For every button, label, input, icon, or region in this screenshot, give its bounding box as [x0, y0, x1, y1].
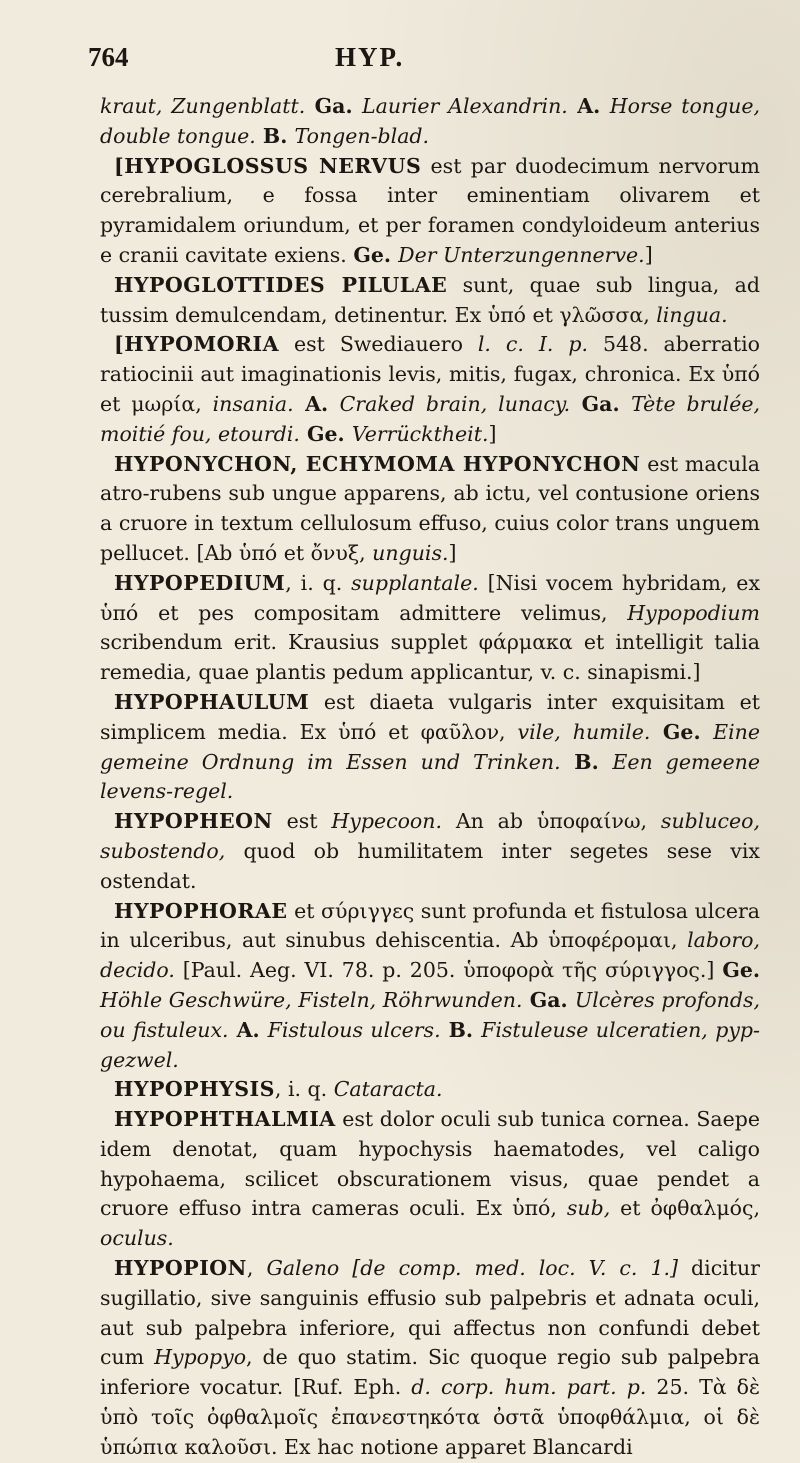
- entry-headword: HYPOPHAULUM: [114, 689, 310, 714]
- entry-text: scribendum erit. Krausius supplet φάρμακα et intelligit talia remedia, quae plantis pedum applicantur, v. c. sinapismi.]: [100, 630, 760, 685]
- entry-hypophorae: [100, 897, 760, 1076]
- entry-hypoglottides: [100, 271, 760, 331]
- entry-text: est diaeta vulgaris inter exquisitam et simplicem media. Ex ὑπό et φαῦλον,: [100, 689, 760, 744]
- entry-text: Ga.: [305, 94, 363, 118]
- entry-text: kraut, Zungenblatt.: [100, 94, 306, 118]
- entry-headword: [HYPOMORIA: [114, 332, 280, 357]
- entry-text: supplantale.: [351, 570, 479, 595]
- entry-hypophysis: [100, 1075, 760, 1105]
- entry-text: est Swediauero: [279, 332, 478, 357]
- entry-text: Tongen-blad.: [294, 123, 430, 148]
- entry-text: Verrücktheit.: [351, 421, 489, 446]
- entry-text: unguis.: [372, 540, 449, 565]
- entry-text: Hypopyo: [154, 1345, 247, 1370]
- entry-text: laboro, decido.: [100, 928, 760, 983]
- entry-text: Fistuleuse ulceratien, pyp-gezwel.: [100, 1017, 760, 1072]
- entry-text: est: [272, 809, 332, 834]
- entry-text: est dolor oculi sub tunica cornea. Saepe idem denotat, quam hypochysis haematodes, vel caligo hypohaema, scilicet obscurationem visus, quae pendet a cruore effuso intra cameras oculi. Ex ὑπό,: [100, 1107, 760, 1221]
- entry-text: l. c. I. p.: [477, 332, 589, 357]
- entry-headword: HYPOPEDIUM: [114, 570, 286, 595]
- entry-hypophaulum: [100, 688, 760, 807]
- entry-text: B.: [255, 123, 295, 148]
- entry-continuation: [100, 92, 760, 152]
- entry-text: Ge.: [299, 421, 352, 446]
- entry-text: Ge.: [650, 719, 714, 744]
- entry-headword: HYPOPHYSIS: [114, 1077, 275, 1102]
- entry-hypoglossus: [100, 152, 760, 271]
- entry-text: Hypecoon.: [331, 809, 442, 834]
- entry-text: An ab ὑποφαίνω,: [441, 809, 661, 834]
- entry-text: Craked brain, lunacy.: [339, 391, 571, 416]
- dictionary-text: [100, 92, 760, 1463]
- entry-text: A.: [228, 1017, 268, 1042]
- entry-headword: HYPOPION: [114, 1256, 247, 1281]
- entry-text: Tète brulée, moitié fou, etourdi.: [100, 391, 761, 446]
- entry-text: A.: [293, 391, 340, 416]
- entry-text: ]: [644, 242, 653, 267]
- entry-text: [Nisi vocem hybridam, ex ὑπό et pes compositam admittere velimus,: [100, 570, 761, 625]
- entry-text: ,: [246, 1256, 267, 1281]
- entry-text: B.: [560, 749, 613, 774]
- entry-text: Eine gemeine Ordnung im Essen und Trinken.: [100, 719, 760, 774]
- entry-text: Laurier Alexandrin.: [362, 94, 568, 118]
- entry-text: , de quo statim. Sic quoque regio sub palpebra inferiore vocatur. [Ruf. Eph.: [100, 1345, 760, 1400]
- page-number: 764: [88, 42, 129, 72]
- entry-hyponychon: [100, 450, 760, 569]
- entry-headword: HYPOPHEON: [114, 809, 273, 834]
- entry-text: vile, humile.: [517, 719, 651, 744]
- running-head: HYP.: [335, 42, 405, 72]
- entry-text: , i. q.: [285, 570, 352, 595]
- entry-text: Fistulous ulcers.: [267, 1017, 441, 1042]
- entry-text: Horse tongue, double tongue.: [100, 94, 760, 148]
- entry-text: Ge.: [722, 958, 760, 983]
- entry-text: Galeno [de comp. med. loc. V. c. 1.]: [266, 1256, 678, 1281]
- entry-hypopion: [100, 1254, 760, 1463]
- entry-text: sub,: [566, 1196, 611, 1221]
- entry-text: et ὀφθαλμός,: [610, 1196, 760, 1221]
- entry-text: Cataracta.: [333, 1077, 443, 1102]
- entry-hypophthalmia: [100, 1105, 760, 1254]
- entry-text: 548. aberratio ratiocinii aut imaginationis levis, mitis, fugax, chronica. Ex ὑπό et μωρία,: [100, 332, 760, 416]
- entry-text: Ga.: [522, 987, 575, 1012]
- entry-text: B.: [440, 1017, 482, 1042]
- entry-text: Ga.: [570, 391, 632, 416]
- entry-text: quod ob humilitatem inter segetes sese vix ostendat.: [100, 838, 760, 893]
- entry-hypopheon: [100, 807, 760, 896]
- entry-text: dicitur sugillatio, sive sanguinis effusio sub palpebris et adnata oculi, aut sub palpebra inferiore, qui affectus non confundi debet cum: [100, 1256, 760, 1370]
- entry-text: Der Unterzungennerve.: [398, 242, 645, 267]
- entry-text: et σύριγγες sunt profunda et fistulosa ulcera in ulceribus, aut sinubus dehiscentia. Ab ὑποφέρομαι,: [100, 898, 760, 953]
- entry-text: oculus.: [100, 1226, 174, 1251]
- entry-text: insania.: [212, 391, 294, 416]
- entry-text: ]: [448, 540, 457, 565]
- entry-text: A.: [567, 94, 610, 118]
- entry-headword: HYPOPHORAE: [114, 898, 288, 923]
- entry-text: subluceo, subostendo,: [100, 809, 760, 863]
- entry-headword: HYPOPHTHALMIA: [114, 1107, 336, 1132]
- entry-text: [Paul. Aeg. VI. 78. p. 205. ὑποφορὰ τῆς σύριγγος.]: [174, 958, 723, 983]
- entry-hypopedium: [100, 569, 760, 688]
- entry-text: Een gemeene levens-regel.: [100, 749, 760, 804]
- entry-text: Höhle Geschwüre, Fisteln, Röhrwunden.: [100, 987, 523, 1012]
- entry-text: , i. q.: [274, 1077, 334, 1102]
- entry-text: Ge.: [353, 242, 399, 267]
- entry-text: lingua.: [656, 302, 728, 327]
- entry-headword: [HYPOGLOSSUS NERVUS: [114, 153, 422, 178]
- entry-text: 25. Τὰ δὲ ὑπὸ τοῖς ὀφθαλμοῖς ἐπανεστηκότα ὀστᾶ ὑποφθάλμια, οἱ δὲ ὑπώπια καλοῦσι. Ex hac notione apparet Blancardi: [100, 1375, 760, 1459]
- page-header: [0, 42, 800, 82]
- entry-headword: HYPONYCHON, ECHYMOMA HYPONYCHON: [114, 451, 641, 476]
- entry-text: d. corp. hum. part. p.: [411, 1375, 647, 1400]
- entry-text: sunt, quae sub lingua, ad tussim demulcendam, detinentur. Ex ὑπό et γλῶσσα,: [100, 272, 761, 327]
- entry-text: Ulcères profonds, ou fistuleux.: [100, 987, 760, 1042]
- entry-text: Hypopodium: [627, 600, 760, 625]
- entry-text: est par duodecimum nervorum cerebralium, e fossa inter eminentiam olivarem et pyramidalem oriundum, et per foramen condyloideum anterius e cranii cavitate exiens.: [100, 153, 760, 267]
- entry-hypomoria: [100, 330, 760, 449]
- entry-text: est macula atro-rubens sub ungue apparens, ab ictu, vel contusione oriens a cruore in textum cellulosum effuso, cuius color trans unguem pellucet. [Ab ὑπό et ὄνυξ,: [100, 451, 760, 565]
- entry-headword: HYPOGLOTTIDES PILULAE: [114, 272, 448, 297]
- entry-text: ]: [488, 421, 497, 446]
